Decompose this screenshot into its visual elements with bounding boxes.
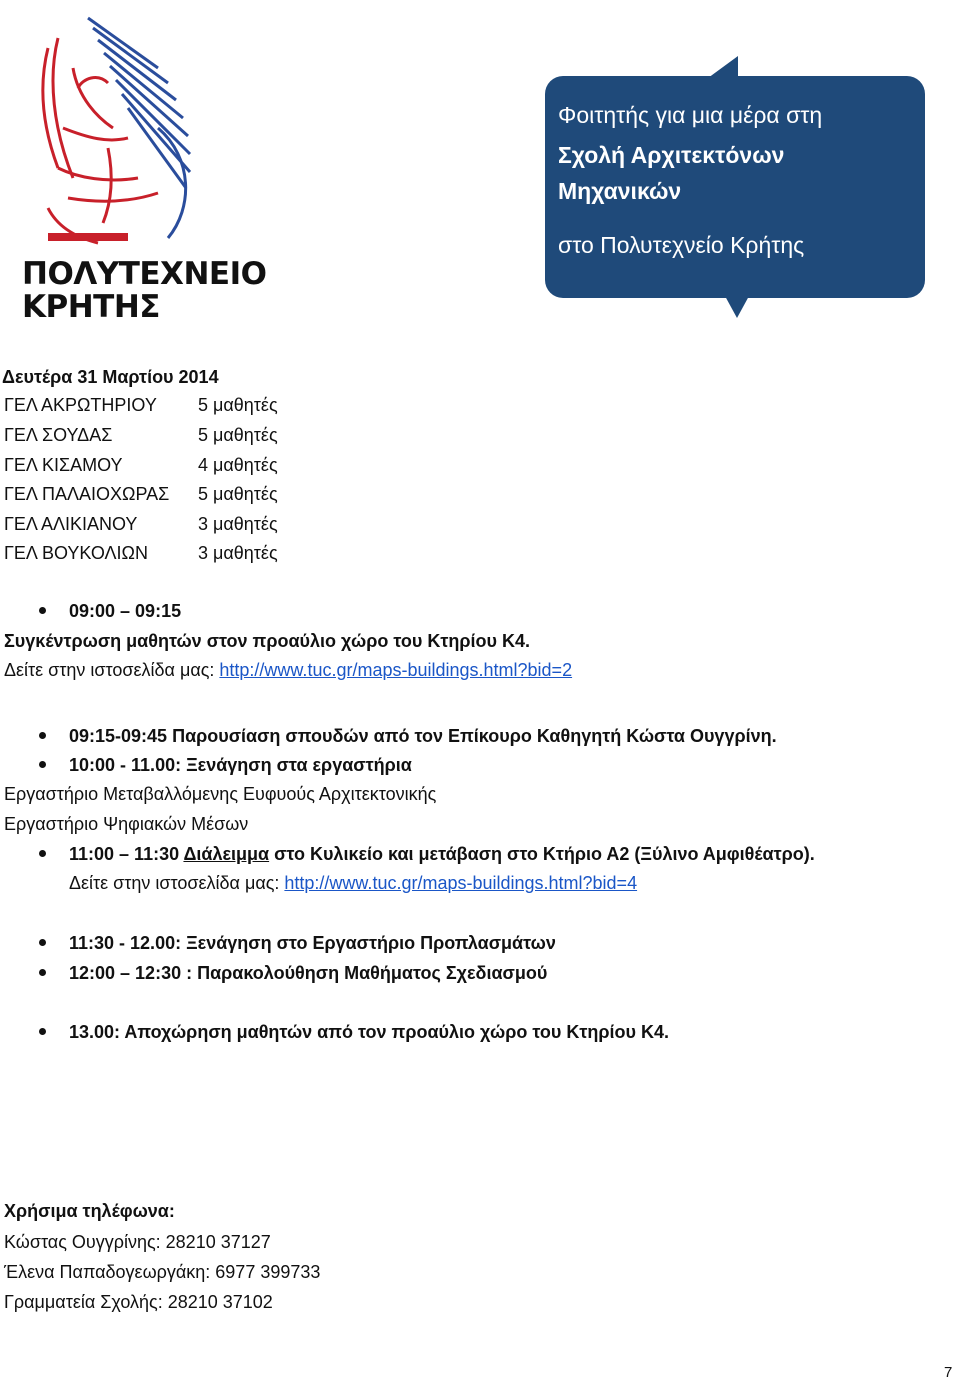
schedule-item-6: 12:00 – 12:30 : Παρακολούθηση Μαθήματος Σχεδιασμού xyxy=(69,963,548,983)
university-name xyxy=(22,258,266,324)
phone-line: Γραμματεία Σχολής: 28210 37102 xyxy=(4,1292,273,1312)
see-website-label: Δείτε στην ιστοσελίδα μας: xyxy=(69,873,285,893)
banner-line-2: Σχολή Αρχιτεκτόνων xyxy=(558,142,785,168)
schedule-item-1-see xyxy=(4,659,572,681)
school-students: 5 μαθητές xyxy=(198,484,278,504)
schedule-item-4-see xyxy=(69,872,637,894)
phone-line: Κώστας Ουγγρίνης: 28210 37127 xyxy=(4,1232,271,1252)
university-name-line2: ΚΡΗΤΗΣ xyxy=(22,289,160,325)
school-name: ΓΕΛ ΣΟΥΔΑΣ xyxy=(4,425,113,445)
schedule-item-5: 11:30 - 12.00: Ξενάγηση στο Εργαστήριο Προπλασμάτων xyxy=(69,933,556,953)
banner-line-1: Φοιτητής για μια μέρα στη xyxy=(558,102,823,128)
university-name-line1: ΠΟΛΥΤΕΧΝΕΙΟ xyxy=(22,256,267,292)
page-number: 7 xyxy=(944,1364,953,1381)
schedule-item-4-desc: στο Κυλικείο και μετάβαση στο Κτήριο Α2 (Ξύλινο Αμφιθέατρο). xyxy=(269,844,815,864)
date-heading: Δευτέρα 31 Μαρτίου 2014 xyxy=(2,367,219,387)
schedule-item-4 xyxy=(69,843,815,865)
school-name: ΓΕΛ ΠΑΛΑΙΟΧΩΡΑΣ xyxy=(4,484,170,504)
schedule-item-1-desc: Συγκέντρωση μαθητών στον προαύλιο χώρο του Κτηρίου Κ4. xyxy=(4,631,530,651)
school-students: 5 μαθητές xyxy=(198,395,278,415)
school-students: 3 μαθητές xyxy=(198,514,278,534)
bullet-icon xyxy=(39,1028,46,1035)
bullet-icon xyxy=(39,850,46,857)
school-name: ΓΕΛ ΒΟΥΚΟΛΙΩΝ xyxy=(4,543,148,563)
winged-figure-emblem xyxy=(18,8,268,258)
map-link-bid4[interactable]: http://www.tuc.gr/maps-buildings.html?bid=4 xyxy=(284,873,638,893)
bullet-icon xyxy=(39,761,46,768)
banner-line-4: στο Πολυτεχνείο Κρήτης xyxy=(558,232,805,258)
schedule-item-2: 09:15-09:45 Παρουσίαση σπουδών από τον Επίκουρο Καθηγητή Κώστα Ουγγρίνη. xyxy=(69,726,777,746)
banner-notch-bottom xyxy=(725,296,749,318)
see-website-label: Δείτε στην ιστοσελίδα μας: xyxy=(4,660,220,680)
school-name: ΓΕΛ ΑΛΙΚΙΑΝΟΥ xyxy=(4,514,138,534)
map-link-bid2[interactable]: http://www.tuc.gr/maps-buildings.html?bid=2 xyxy=(219,660,573,680)
title-banner xyxy=(545,76,925,298)
school-name: ΓΕΛ ΚΙΣΑΜΟΥ xyxy=(4,455,123,475)
banner-line-3: Μηχανικών xyxy=(558,178,682,204)
school-students: 5 μαθητές xyxy=(198,425,278,445)
school-students: 3 μαθητές xyxy=(198,543,278,563)
schedule-item-3: 10:00 - 11.00: Ξενάγηση στα εργαστήρια xyxy=(69,755,412,775)
lab-2: Εργαστήριο Ψηφιακών Μέσων xyxy=(4,814,249,834)
lab-1: Εργαστήριο Μεταβαλλόμενης Ευφυούς Αρχιτεκτονικής xyxy=(4,784,437,804)
bullet-icon xyxy=(39,607,46,614)
banner-notch-top xyxy=(708,56,738,78)
schedule-item-1-time: 09:00 – 09:15 xyxy=(69,601,182,621)
phone-line: Έλενα Παπαδογεωργάκη: 6977 399733 xyxy=(4,1262,321,1282)
school-name: ΓΕΛ ΑΚΡΩΤΗΡΙΟΥ xyxy=(4,395,157,415)
school-students: 4 μαθητές xyxy=(198,455,278,475)
schedule-item-4-break: Διάλειμμα xyxy=(183,844,270,864)
bullet-icon xyxy=(39,969,46,976)
phones-heading: Χρήσιμα τηλέφωνα: xyxy=(4,1201,175,1221)
schedule-item-7: 13.00: Αποχώρηση μαθητών από τον προαύλιο χώρο του Κτηρίου Κ4. xyxy=(69,1022,669,1042)
schedule-item-4-time: 11:00 – 11:30 xyxy=(69,844,180,864)
bullet-icon xyxy=(39,939,46,946)
bullet-icon xyxy=(39,732,46,739)
